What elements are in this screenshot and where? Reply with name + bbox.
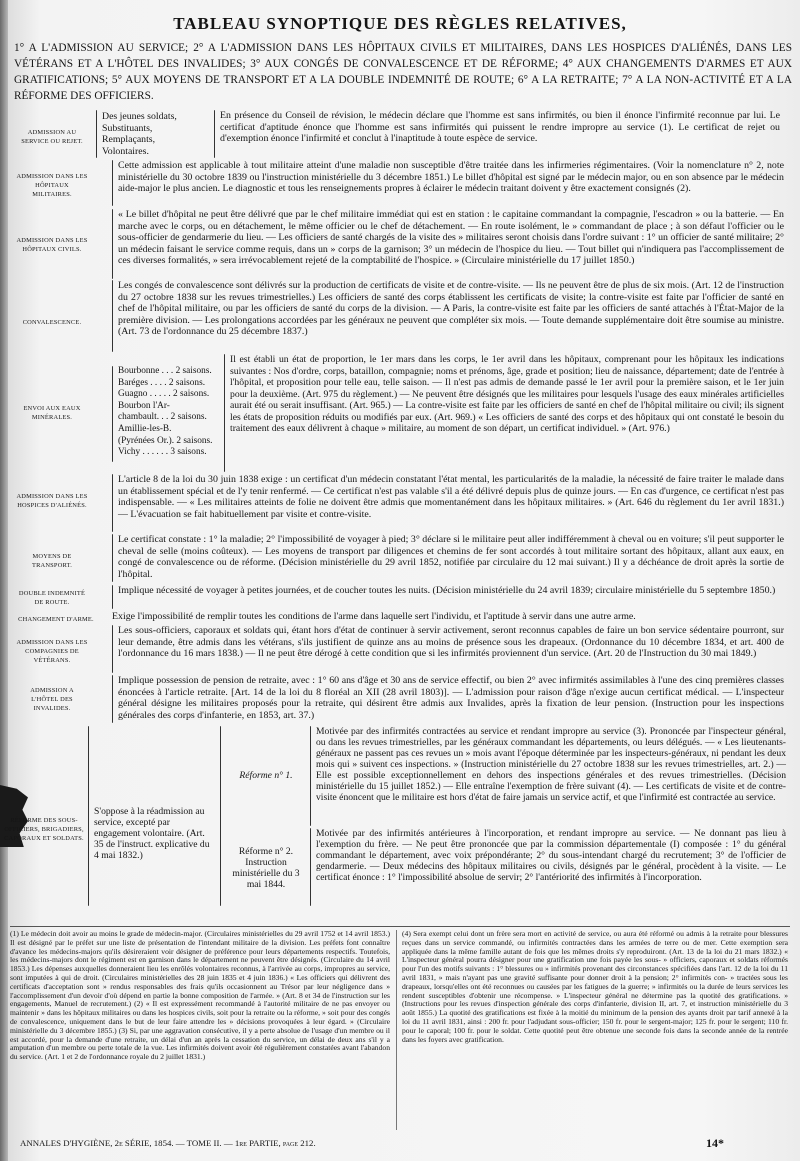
brace [96,110,97,158]
reforme-1-label: Réforme n° 1. [239,770,293,781]
invalides-text: Implique possession de pension de retraite, avec : 1° 60 ans d'âge et 30 ans de service effectif, ou bien 2° avec infirmités assimilables à l'une des cinq premières classes énoncées à l'article retraite. [Art. 14 de la loi du 8 floréal an XII (28 avril 1803)]. — L'admission pour raison d'âge n'exige aucun certificat médical. — L'inspecteur général désigne les militaires proposés pour la retraite, qui désirent être admis aux Invalides, après la fixation de leur pension. (Instruction pour les inspections générales des corps d'infanterie, en 1853, art. 37.) [118,675,784,721]
reforme-2-text: Motivée par des infirmités antérieures à l'incorporation, et rendant impropre au service. — Ne donnant pas lieu à l'exemption du frère. — Ne peut être prononcée que par la commission départementale (I) composée : 1° du général commandant le département, avec voix prépondérante; 2° du sous-intendant chargé du recrutement; 3° de l'officier de gendarmerie. — Deux médecins des hôpitaux militaires ou civils, désignés par le général, procèdent à la visite. — Le certificat énonce : 1° l'impossibilité absolue de servir; 2° l'antériorité des infirmités à l'incorporation. [316,828,786,883]
hopitaux-civils-text: « Le billet d'hôpital ne peut être délivré que par le chef militaire immédiat qui est en station : le capitaine commandant la compagnie, l'escadron » ou la batterie. — En marche avec le corps, ou en détachement, le même officier ou le chef de détachement. — En route isolément, le » commandant de place ; à son défaut l'officier ou le sous-officier de gendarmerie du lieu. — Les officiers de santé chargés de la visite des » militaires seront choisis dans l'ordre suivant : 1° un officier de santé militaire; 2° un médecin faisant le service comme requis, dans un » corps de la garnison; 3° un médecin de l'hospice du lieu. — Tout billet qui n'indiquera pas l'accomplissement de ces diverses formalités, » sera irrévocablement rejeté de la comptabilité de l'hospice. » (Circulaire ministérielle du 17 juillet 1850.) [118,209,784,266]
list-item: Bourbonne . . . 2 saisons. [118,366,212,376]
label-veterans: ADMISSION DANS LES COMPAGNIES DE VÉTÉRANS. [16,639,88,664]
brace [88,726,89,906]
hopitaux-militaires-text: Cette admission est applicable à tout militaire atteint d'une maladie non susceptible d'être traitée dans les infirmeries régimentaires. (Voir la nomenclature n° 2, note ministérielle du 30 octobre 1839 ou l'instruction ministérielle du 3 décembre 1851.) Le billet d'hôpital est signé par le médecin major, ou en son absence par le médecin aide-major le plus ancien. Le diagnostic et tous les renseignements propres à éclairer le médecin traitant doivent y être exactement consignés (2). [118,160,784,194]
list-item: chambault. . . 2 saisons. [118,412,207,423]
double-indemnite-text: Implique nécessité de voyager à petites journées, et de coucher toutes les nuits. (Décision ministérielle du 24 avril 1839; circulaire ministérielle du 5 septembre 1850.) [118,585,776,596]
brace [112,160,113,206]
label-convalescence: CONVALESCENCE. [22,319,82,326]
brace [220,726,221,906]
footnotes-right: (4) Sera exempt celui dont un frère sera mort en activité de service, ou aura été réformé ou admis à la retraite pour blessures reçues dans un service commandé, ou infirmités contractées dans les armées de terre ou de mer. Cette exemption sera appliquée dans la même famille autant de fois que les mêmes droits s'y reproduiront. (Art. 13 de la loi du 21 mars 1832.) « L'inspecteur général pourra désigner pour une gratification une fois payée les sous- » officiers, caporaux et soldats réformés pour l'un des motifs suivants : 1° blessures ou » infirmités provenant des circonstances spécifiées dans l'art. 12 de la loi du 11 avril 1831, » mais n'ayant pas une gravité suffisante pour donner droit à la pension; 2° infirmités con- » tractées sous les drapeaux, lorsqu'elles ont été reconnues ou causées par les fatigues de la guerre; » infirmités ou la durée de leurs services les rendent susceptibles d'obtenir une récompense. » L'inspecteur général ne détermine pas la quotité des gratifications. » (Instructions pour les revues d'inspection générale des corps d'infanterie, division II, art. 7, et instruction ministérielle du 3 août 1855.) La quotité des gratifications est fixée à la moitié du minimum de la pension des ayants droit par tarif annexé à la loi du 11 avril 1831, ainsi : 200 fr. pour l'adjudant sous-officier; 150 fr. pour le sergent-major; 125 fr. pour le sergent; 110 fr. pour le caporal; 100 fr. pour le soldat. Cette quotité peut être obtenue une seconde fois dans la seconde année de la rentrée dans les foyers avec gratification. [402,929,788,1044]
reforme-2-label: Réforme n° 2. Instruction ministérielle du 3 mai 1844. [232,846,300,890]
page-number: 14* [706,1136,724,1150]
book-binding [0,0,8,1161]
changement-arme-text: Exige l'impossibilité de remplir toutes les conditions de l'arme dans laquelle sert l'individu, et l'aptitude à servir dans une autre arme. [112,611,636,622]
brace [112,585,113,609]
brace [112,366,113,462]
list-item: Remplaçants, [102,134,156,145]
admission-list [102,111,212,157]
label-eaux-minerales: ENVOI AUX EAUX MINÉRALES. [23,405,81,421]
list-item: Baréges . . . . 2 saisons. [118,377,206,388]
page-subtitle: 1° A L'ADMISSION AU SERVICE; 2° A L'ADMISSION DANS LES HÔPITAUX CIVILS ET MILITAIRES, DANS LES HOSPICES D'ALIÉNÉS, DANS LES VÉTÉRANS ET A L'HÔTEL DES INVALIDES; 3° AUX CONGÉS DE CONVALESCENCE ET DE RÉFORME; 4° AUX CHANGEMENTS D'ARMES ET AUX GRATIFICATIONS; 5° AUX MOYENS DE TRANSPORT ET A LA DOUBLE INDEMNITÉ DE ROUTE; 6° A LA RETRAITE; 7° A LA NON-ACTIVITÉ ET A LA RÉFORME DES OFFICIERS. [14,42,792,102]
label-transport: MOYENS DE TRANSPORT. [31,553,73,569]
label-changement-arme: CHANGEMENT D'ARME. [18,616,94,623]
list-item: (Pyrénées Or.). 2 saisons. [118,435,213,446]
label-hopitaux-civils: ADMISSION DANS LES HÔPITAUX CIVILS. [16,237,88,253]
notes-separator [10,926,790,927]
list-item: Guagno . . . . . 2 saisons. [118,389,210,400]
list-item: Substituants, [102,122,153,134]
reforme-1-text: Motivée par des infirmités contractées au service et rendant impropre au service (3). Prononcée par l'inspecteur général, ou dans les revues trimestrielles, par les généraux commandant les départements, ou leurs délégués. — « Les lieutenants-généraux ne passent pas ces revues un » mois avant l'époque déterminée par les inspecteurs-généraux, ni pendant les deux mois qui » suivent ces inspections. » (Instruction ministérielle du 27 octobre 1838 sur les revues trimestrielles, art. 2.) — Elle est possible exceptionnellement en dehors des inspections générales et des revues trimestrielles. (Décision ministérielle du 15 juillet 1852.) — Elle entraîne l'exemption de frère suivant (4). — Les certificats de visite et de contre-visite énoncent que le militaire est hors d'état de faire jamais un service actif, et que l'infirmité est contractée au service. [316,726,786,803]
label-alienes: ADMISSION DANS LES HOSPICES D'ALIÉNÉS. [16,493,88,509]
brace [112,474,113,532]
label-double-indemnite: DOUBLE INDEMNITÉ DE ROUTE. [18,590,86,606]
brace [214,110,215,158]
page-title: TABLEAU SYNOPTIQUE DES RÈGLES RELATIVES, [173,14,627,33]
notes-divider [396,930,397,1130]
brace [112,209,113,279]
list-item: Vichy . . . . . . 3 saisons. [118,447,207,458]
list-item: Des jeunes soldats, [102,111,177,122]
brace [112,280,113,352]
brace [224,354,225,472]
transport-text: Le certificat constate : 1° la maladie; 2° l'impossibilité de voyager à pied; 3° déclare si le militaire peut aller indifféremment à cheval ou en voiture; s'il peut supporter le cheval de selle (moins coûteux). — Les moyens de transport par diligences et chemins de fer sont accordés à tout militaire sortant des hôpitaux, allant aux eaux, en congé de convalescence ou de réforme. (Décision ministérielle du 29 avril 1852, notifiée par circulaire du 12 mai suivant.) Il y a déchéance de droit après la sortie de l'hôpital. [118,534,784,580]
eaux-list [118,366,228,459]
label-admission-service: ADMISSION AU SERVICE OU REJET. [21,129,83,145]
page-footer: ANNALES D'HYGIÈNE, 2e SÉRIE, 1854. — TOME II. — 1re PARTIE, page 212. [20,1138,316,1148]
list-item: Amillie-les-B. [118,423,172,434]
brace [112,625,113,673]
veterans-text: Les sous-officiers, caporaux et soldats qui, étant hors d'état de continuer à servir activement, seront reconnus capables de faire un bon service sédentaire pourront, sur leur demande, être admis dans les vétérans, s'ils justifient de quinze ans au moins de présence sous les drapeaux. (Ordonnance du 10 décembre 1834, et art. 400 de l'ordonnance du 16 mars 1838.) — Il ne peut être dérogé à cette condition que si les infirmités proviennent d'un service. (Art. 20 de l'Instruction du 30 mai 1849.) [118,625,784,659]
list-item: Volontaires. [102,145,149,157]
label-hopitaux-militaires: ADMISSION DANS LES HÔPITAUX MILITAIRES. [16,173,88,198]
reforme-oppose-text: S'oppose à la réadmission au service, excepté par engagement volontaire. (Art. 35 de l'instruct. explicative du 4 mai 1832.) [94,806,210,861]
convalescence-text: Les congés de convalescence sont délivrés sur la production de certificats de visite et de contre-visite. — Ils ne peuvent être de plus de six mois. (Art. 12 de l'instruction du 27 octobre 1838 sur les revues trimestrielles.) Les officiers de santé des corps établissent les certificats de visite; la contre-visite est faite par l'officier de santé en chef de l'hôpital militaire, ou par les officiers de santé du corps de la division. — A Paris, la contre-visite est faite par les officiers de santé attachés à l'État-Major de la première division. — Les prolongations accordées par les généraux ne peuvent que compléter six mois. — Toute demande supplémentaire doit être soumise au ministre. (Art. 73 de l'ordonnance du 25 décembre 1837.) [118,280,784,337]
admission-service-text: En présence du Conseil de révision, le médecin déclare que l'homme est sans infirmités, ou bien il énonce l'infirmité reconnue par lui. Le certificat d'aptitude énonce que l'homme est sans infirmités qui puissent le rendre impropre au service (1). Le certificat de rejet ou d'exemption énonce l'infirmité et conclut à l'inaptitude à toute espèce de service. [220,110,780,144]
brace [310,828,311,906]
eaux-minerales-text: Il est établi un état de proportion, le 1er mars dans les corps, le 1er avril dans les hôpitaux, comprenant pour les hôpitaux les indications suivantes : Nos d'ordre, corps, bataillon, compagnie; noms et prénoms, âge, grade et position; lieu de naissance, département; date de l'entrée à l'hôpital, et proposition pour telle eau, telle saison. — Il n'est pas admis de demande passé le 1er avril pour la première saison, et le 1er juin pour la deuxième. (Art. 975 du règlement.) — Ne peuvent être désignés que les militaires pour lesquels l'usage des eaux minérales artificielles aurait été ou serait insuffisant. (Art. 965.) — La contre-visite est faite par les officiers de santé en chef de l'hôpital militaire ou civil; ils signent les états de proposition réduits ou modifiés par eux. (Art. 969.) « Les officiers de santé des corps et des hôpitaux qui ont constaté le besoin du traitement des eaux délivrent à chaque » militaire, au moment de son départ, un certificat individuel. » (Art. 976.) [230,354,784,434]
label-reforme: RÉFORME DES SOUS-OFFICIERS, BRIGADIERS, CAPORAUX ET SOLDATS. [4,817,84,842]
brace [112,534,113,582]
alienes-text: L'article 8 de la loi du 30 juin 1838 exige : un certificat d'un médecin constatant l'état mental, les particularités de la maladie, la nécessité de faire traiter le malade dans un établissement spécial et de l'y tenir renfermé. — Ce certificat n'est pas valable s'il a été délivré depuis plus de quinze jours. — En cas d'urgence, ce certificat n'est pas indispensable. — « Les militaires atteints de folie ne doivent être admis que momentanément dans les hôpitaux militaires. » (Art. 646 du règlement du 1er avril 1831.) — L'évacuation se fait habituellement par visite et contre-visite. [118,474,784,520]
brace [310,726,311,826]
list-item: Bourbon l'Ar- [118,400,170,411]
brace [112,675,113,723]
label-invalides: ADMISSION A L'HÔTEL DES INVALIDES. [30,687,74,712]
footnotes-left: (1) Le médecin doit avoir au moins le grade de médecin-major. (Circulaires ministérielles du 29 avril 1752 et 14 avril 1853.) Il est désigné par le préfet sur une liste de présentation de l'intendant militaire de la division. Les préfets font connaître d'avance les médecins-majors qu'ils désireraient voir désigner de préférence pour leurs départements respectifs. Toutefois, les médecins-majors dont le régiment est en garnison dans le département ne peuvent être désignés. (Circulaire du 14 avril 1853.) Les dépenses auxquelles donneraient lieu les enrôlés volontaires reconnus, à l'arrivée au corps, impropres au service, sont imputées à qui de droit. (Circulaires ministérielles des 28 juin 1835 et 4 juin 1836.) « Les officiers qui délivrent des certificats d'acceptation sont » rendus responsables des frais qu'ils occasionnent au Trésor par leur négligence dans » l'accomplissement d'un devoir d'où dépend en partie la bonne composition de l'armée. » (Art. 8 et 34 de l'instruction sur les engagements, Manuel de recrutement.) (2) « Il est expressément recommandé à l'autorité militaire de ne pas envoyer ou maintenir » dans les hôpitaux militaires ou dans les hospices civils, soit pour la retraite ou la réforme, » soit pour des congés de convalescence, uniquement dans le but de leur faire attendre les » décisions provoquées à leur égard. » (Circulaire ministérielle du 3 décembre 1855.) (3) Si, par une aggravation consécutive, il y a perte absolue de l'usage d'un membre ou il est accordé, pour la demande d'une retraite, un délai d'un an après la cessation du service, un délai de deux ans s'il y a amputation d'un membre ou perte totale de la vue. Les infirmités doivent avoir été régulièrement constatées avant l'abandon du service. (Art. 1 et 2 de l'ordonnance royale du 2 juillet 1831.) [10,929,390,1062]
